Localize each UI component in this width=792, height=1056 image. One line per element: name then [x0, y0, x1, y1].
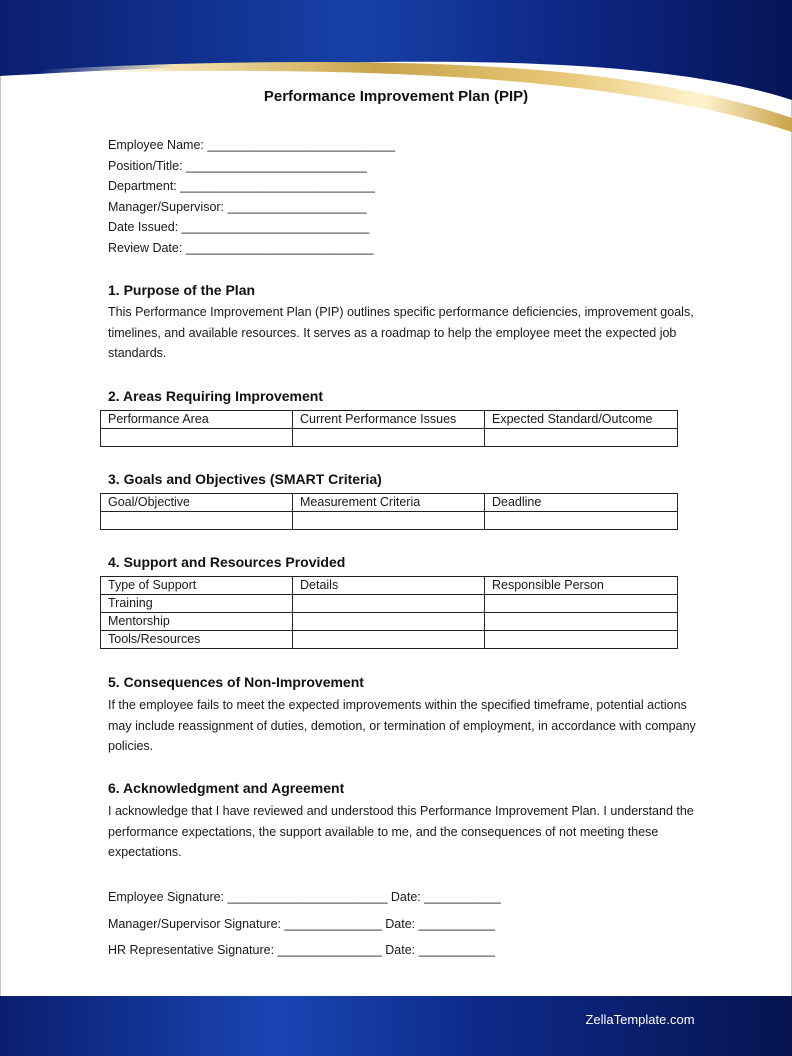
header-blue-wave — [0, 0, 792, 100]
table-header-cell: Current Performance Issues — [293, 411, 485, 429]
table-cell[interactable] — [293, 613, 485, 631]
section-heading-purpose: 1. Purpose of the Plan — [108, 282, 256, 298]
manager-supervisor-field[interactable]: Manager/Supervisor: ____________________ — [108, 199, 367, 214]
table-header-cell: Type of Support — [101, 577, 293, 595]
position-title-field[interactable]: Position/Title: __________________________ — [108, 158, 367, 173]
table-cell[interactable] — [293, 595, 485, 613]
table-header-row — [101, 577, 678, 595]
table-row — [101, 429, 678, 447]
footer-brand-text: ZellaTemplate.com — [585, 1012, 695, 1027]
table-header-cell: Measurement Criteria — [293, 494, 485, 512]
table-row — [101, 595, 678, 613]
hr-signature-line[interactable]: HR Representative Signature: _______________ Date: ___________ — [108, 943, 496, 958]
support-table — [100, 576, 678, 649]
acknowledgment-paragraph: I acknowledge that I have reviewed and understood this Performance Improvement Plan. I understand the performance expectations, the support available to me, and the consequences of not meeting these expectations. — [108, 804, 694, 859]
consequences-paragraph: If the employee fails to meet the expected improvements within the specified timeframe, potential actions may include reassignment of duties, demotion, or termination of employment, in accordance with company policies. — [108, 698, 696, 753]
table-header-row — [101, 494, 678, 512]
table-header-cell: Goal/Objective — [101, 494, 293, 512]
section-heading-goals: 3. Goals and Objectives (SMART Criteria) — [108, 471, 382, 487]
table-header-cell: Expected Standard/Outcome — [485, 411, 678, 429]
table-header-row — [101, 411, 678, 429]
table-cell[interactable] — [485, 613, 678, 631]
table-cell[interactable] — [293, 631, 485, 649]
employee-name-field[interactable]: Employee Name: ___________________________ — [108, 138, 396, 152]
department-field[interactable]: Department: ____________________________ — [108, 179, 375, 194]
table-cell[interactable] — [101, 512, 293, 530]
table-row — [101, 631, 678, 649]
table-cell[interactable] — [485, 429, 678, 447]
section-heading-support: 4. Support and Resources Provided — [108, 554, 346, 570]
table-cell[interactable] — [485, 595, 678, 613]
header-banner — [0, 0, 792, 140]
table-cell[interactable] — [485, 512, 678, 530]
purpose-paragraph: This Performance Improvement Plan (PIP) outlines specific performance deficiencies, improvement goals, timelines, and available resources. It serves as a roadmap to help the employee meet the expected job standards. — [108, 305, 694, 360]
areas-table — [100, 410, 678, 447]
table-row — [101, 613, 678, 631]
table-header-cell: Deadline — [485, 494, 678, 512]
employee-signature-line[interactable]: Employee Signature: _______________________ Date: ___________ — [108, 890, 501, 904]
goals-table — [100, 493, 678, 530]
table-cell[interactable] — [293, 512, 485, 530]
manager-signature-line[interactable]: Manager/Supervisor Signature: ______________ Date: ___________ — [108, 916, 496, 931]
support-type-tools: Tools/Resources — [101, 631, 293, 649]
table-header-cell: Details — [293, 577, 485, 595]
section-heading-consequences: 5. Consequences of Non-Improvement — [108, 674, 364, 690]
table-cell[interactable] — [485, 631, 678, 649]
review-date-field[interactable]: Review Date: ___________________________ — [108, 240, 374, 255]
section-heading-areas: 2. Areas Requiring Improvement — [108, 388, 323, 404]
table-header-cell: Responsible Person — [485, 577, 678, 595]
section-heading-acknowledgment: 6. Acknowledgment and Agreement — [108, 780, 345, 796]
document-title: Performance Improvement Plan (PIP) — [263, 88, 529, 105]
employee-info-block — [108, 135, 395, 259]
table-cell[interactable] — [101, 429, 293, 447]
table-row — [101, 512, 678, 530]
table-cell[interactable] — [293, 429, 485, 447]
date-issued-field[interactable]: Date Issued: ___________________________ — [108, 220, 370, 235]
support-type-mentorship: Mentorship — [101, 613, 293, 631]
signature-block — [108, 884, 501, 964]
support-type-training: Training — [101, 595, 293, 613]
table-header-cell: Performance Area — [101, 411, 293, 429]
